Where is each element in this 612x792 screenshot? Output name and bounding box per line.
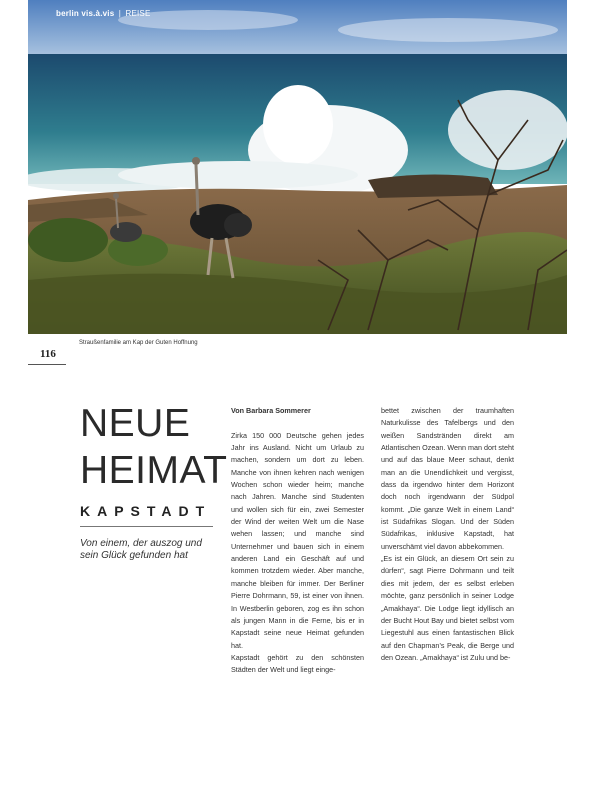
magazine-header	[56, 9, 151, 18]
paragraph: Kapstadt gehört zu den schönsten Städten der Welt und liegt einge-	[231, 652, 364, 675]
author-byline: Von Barbara Sommerer	[231, 406, 311, 415]
paragraph: bettet zwischen der traumhaften Naturkulisse des Tafelbergs und den weißen Sandstränden direkt am Atlantischen Ozean. Wenn man dort steht und auf das blaue Meer schaut, denkt man an die Unendlichkeit und vergisst, dass da irgendwo hinter dem Horizont doch noch irgendwann der Südpol kommt. „Die ganze Welt in einem Land“ ist Südafrikas Slogan. Und der Süden Südafrikas, inklusive Kapstadt, hat unverschämt viel davon abbekommen.	[381, 406, 514, 551]
article-column-1	[231, 405, 364, 677]
ostrich-coast-photo	[28, 0, 567, 334]
section-name: REISE	[125, 9, 151, 18]
paragraph: Zirka 150 000 Deutsche gehen jedes Jahr ins Ausland. Nicht um Urlaub zu machen, sondern um dort zu leben. Manche von ihnen kehren nach wenigen Wochen schon wieder heim; manche nach Jahren. Manche sind Studenten und wollen sich für ein, zwei Semester der Wind der weiten Welt um die Nase wehen lassen; und manche sind Unternehmer und bauen sich in einem anderen Land ein Geschäft auf und kommen trotzdem wieder. Aber manche, manche bleiben für immer. Der Berliner Pierre Dohrmann, 59, ist einer von ihnen. In Westberlin geboren, zog es ihn schon als jungen Mann in die Ferne, bis er in Kapstadt seine neue Heimat gefunden hat.	[231, 430, 364, 650]
brand-name: berlin vis.à.vis	[56, 9, 115, 18]
header-photo	[28, 0, 567, 334]
title-divider	[80, 526, 213, 527]
page-number: 116	[40, 348, 56, 360]
title-line-2: HEIMAT	[80, 449, 228, 492]
photo-caption: Straußenfamilie am Kap der Guten Hoffnung	[79, 340, 198, 346]
header-separator: |	[118, 9, 122, 18]
paragraph: „Es ist ein Glück, an diesem Ort sein zu dürfen“, sagt Pierre Dohrmann und teilt dies mit jedem, der es selbst erleben möchte, ganz persönlich in seiner Lodge „Amakhaya“. Die Lodge liegt idyllisch an der Bucht Hout Bay und bietet selbst vom Liegestuhl aus einen fantastischen Blick auf den Chapman’s Peak, die Berge und den Ozean. „Amakhaya“ ist Zulu und be-	[381, 554, 514, 662]
lead-text: Von einem, der auszog und sein Glück gefunden hat	[80, 538, 202, 561]
article-column-2	[381, 405, 514, 664]
page-number-rule	[28, 364, 66, 365]
subtitle: KAPSTADT	[80, 503, 212, 519]
title-line-1: NEUE	[80, 402, 191, 445]
